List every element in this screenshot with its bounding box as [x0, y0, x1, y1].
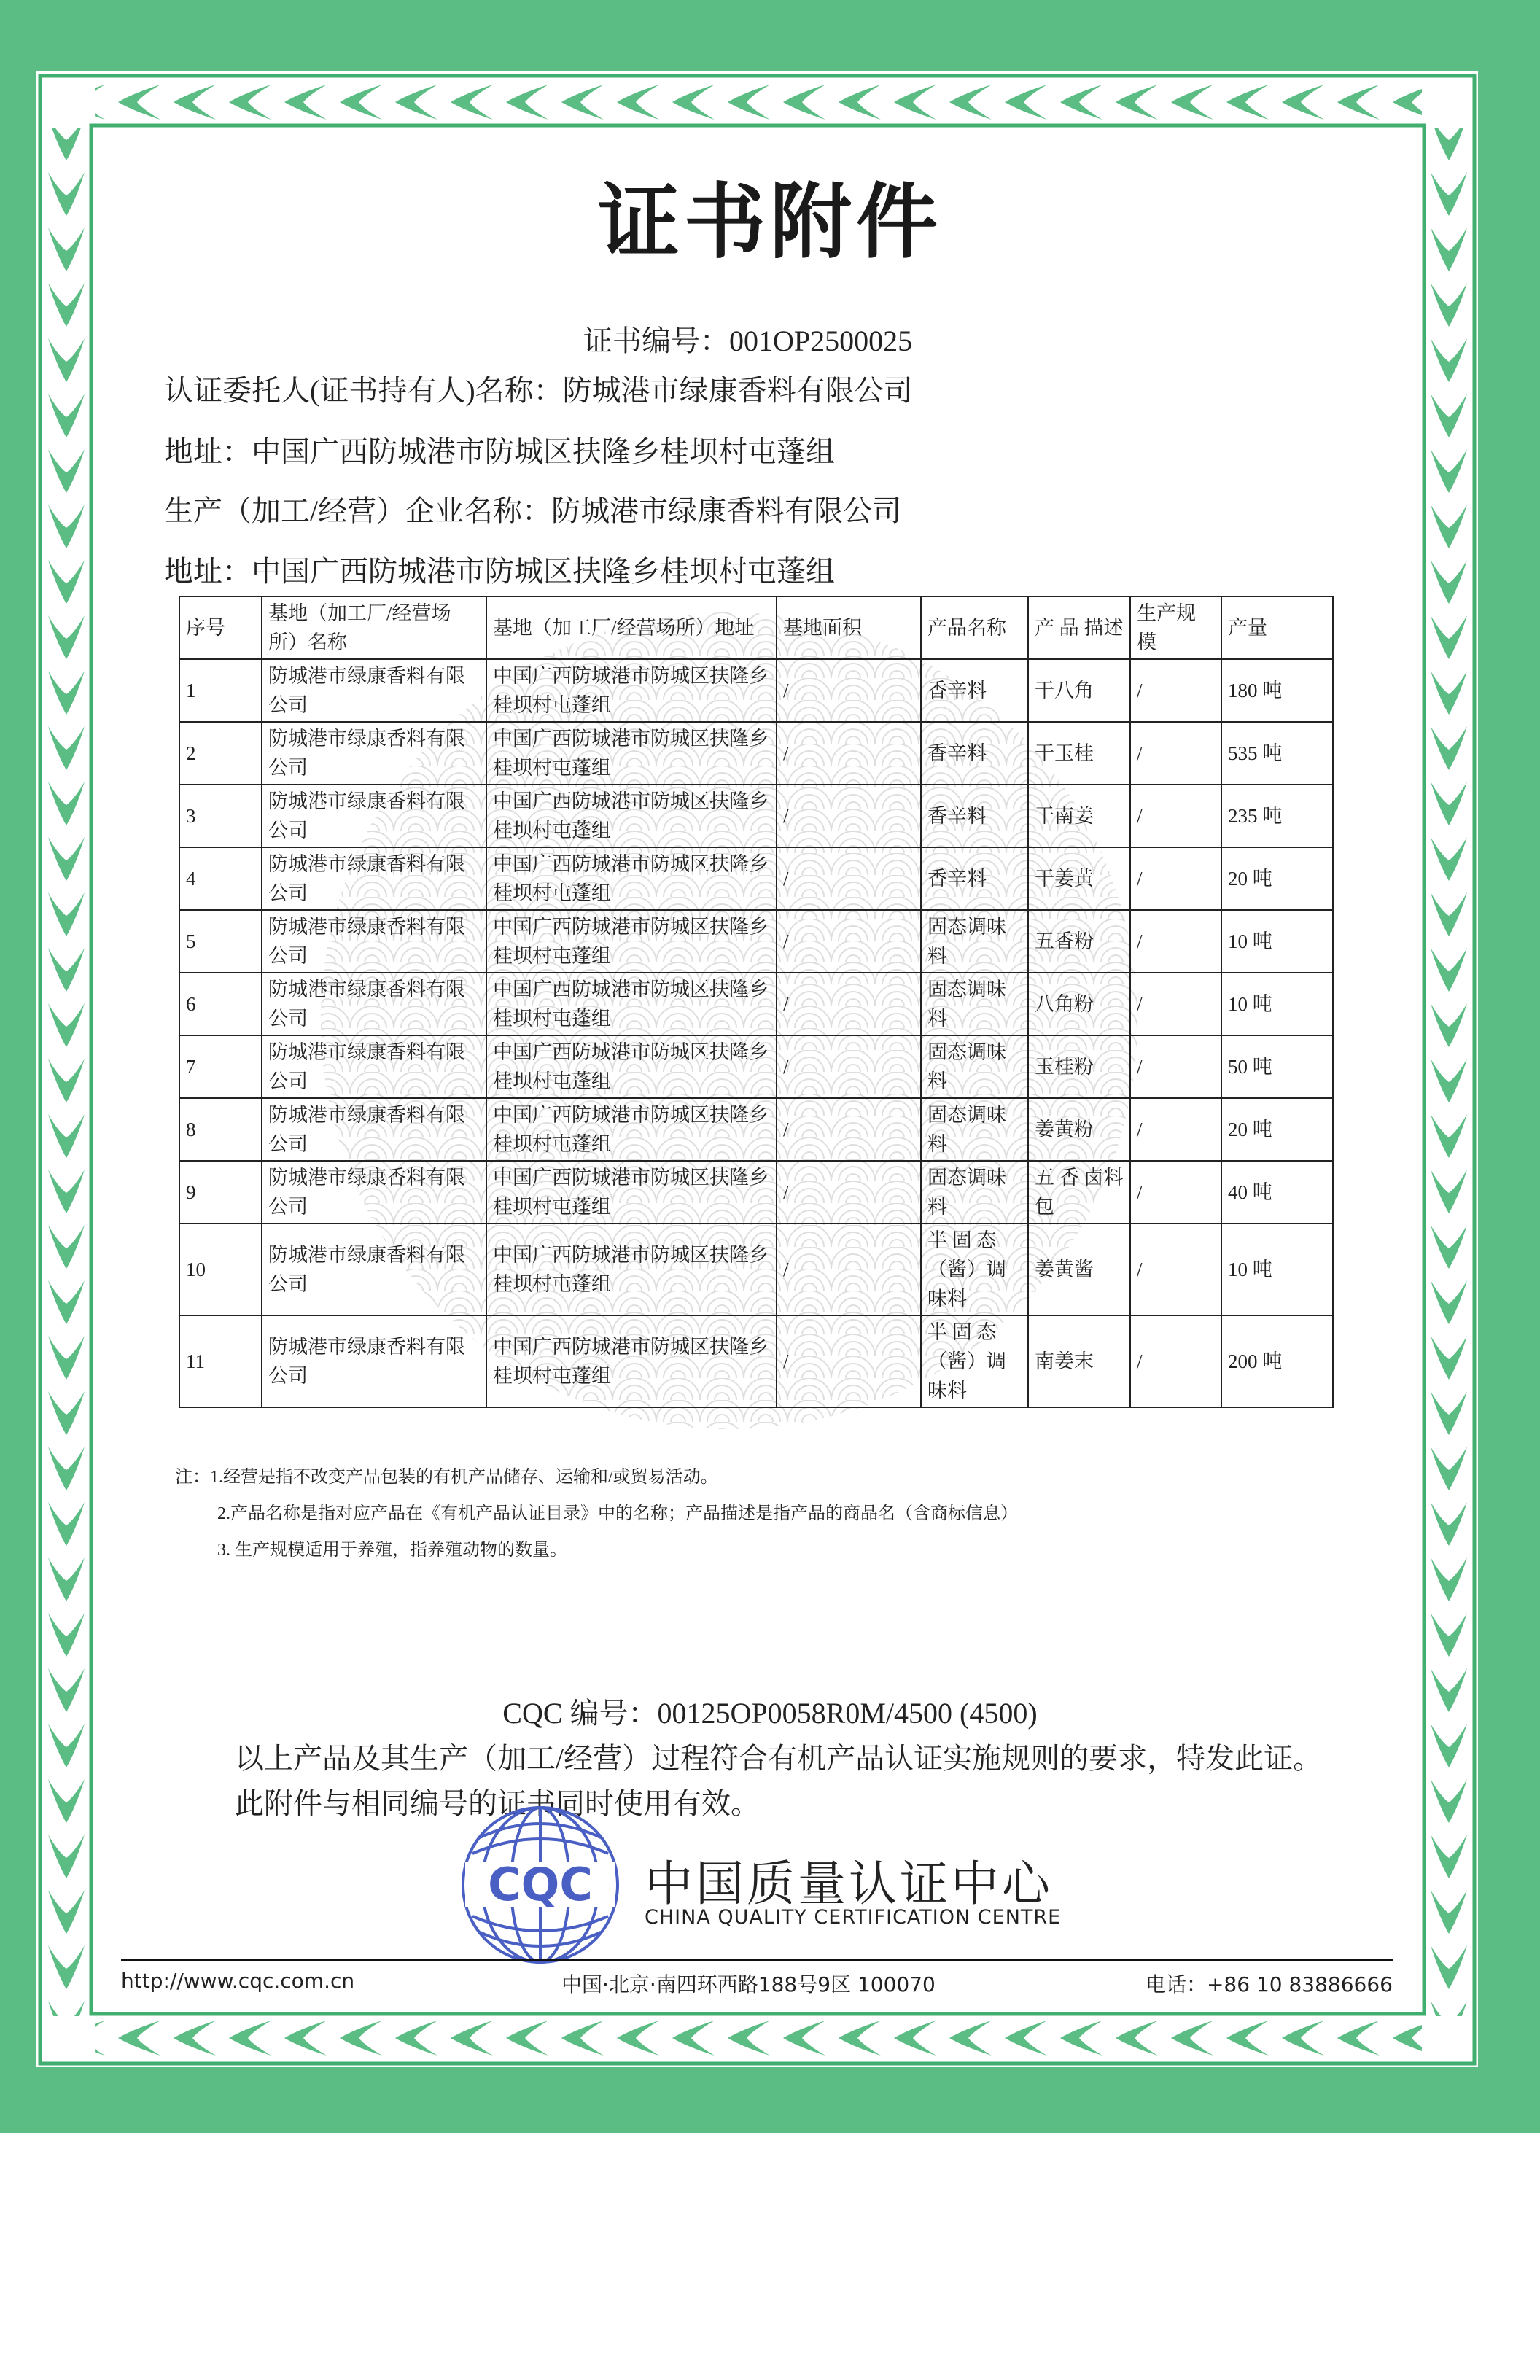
table-row: [179, 1224, 1333, 1315]
cell-product-desc: 南姜末: [1028, 1315, 1130, 1407]
table-row: [179, 1315, 1333, 1407]
cell-no: 4: [179, 847, 262, 910]
cqc-globe-logo: [458, 1802, 623, 1967]
cell-product-name: 固态调味料: [921, 910, 1028, 973]
cell-output: 50 吨: [1221, 1035, 1333, 1098]
cell-base-area: /: [777, 659, 921, 722]
cell-product-name: 固态调味料: [921, 1098, 1028, 1161]
cell-no: 6: [179, 973, 262, 1035]
footer-divider: [121, 1959, 1393, 1961]
applicant-name: 认证委托人(证书持有人)名称：防城港市绿康香料有限公司: [164, 374, 913, 407]
table-row: [179, 1161, 1333, 1224]
cell-output: 200 吨: [1221, 1315, 1333, 1407]
header-base-name: 基地（加工厂/经营场所）名称: [262, 596, 486, 659]
header-product-name: 产品名称: [921, 596, 1028, 659]
cell-product-desc: 干玉桂: [1028, 722, 1130, 785]
cell-base-name: 防城港市绿康香料有限公司: [262, 659, 486, 722]
table-row: [179, 659, 1333, 722]
cell-base-name: 防城港市绿康香料有限公司: [262, 1224, 486, 1315]
footer-phone: 电话：+86 10 83886666: [1145, 1972, 1393, 1996]
cell-base-address: 中国广西防城港市防城区扶隆乡桂坝村屯蓬组: [486, 847, 777, 910]
header-output: 产量: [1221, 596, 1333, 659]
cell-output: 40 吨: [1221, 1161, 1333, 1224]
cqc-number: CQC 编号：00125OP0058R0M/4500 (4500): [502, 1697, 1038, 1730]
cell-no: 8: [179, 1098, 262, 1161]
cell-product-name: 香辛料: [921, 785, 1028, 847]
cell-base-address: 中国广西防城港市防城区扶隆乡桂坝村屯蓬组: [486, 722, 777, 785]
cell-product-name: 固态调味料: [921, 973, 1028, 1035]
header-production-scale: 生产规模: [1130, 596, 1221, 659]
cell-output: 20 吨: [1221, 1098, 1333, 1161]
cell-product-desc: 干姜黄: [1028, 847, 1130, 910]
header-base-address: 基地（加工厂/经营场所）地址: [486, 596, 777, 659]
cell-base-name: 防城港市绿康香料有限公司: [262, 1161, 486, 1224]
table-row: [179, 910, 1333, 973]
table-body: [179, 659, 1333, 1407]
cell-product-desc: 五香粉: [1028, 910, 1130, 973]
cell-no: 9: [179, 1161, 262, 1224]
cell-product-name: 半 固 态（酱）调味料: [921, 1224, 1028, 1315]
cell-base-area: /: [777, 910, 921, 973]
cell-production-scale: /: [1130, 1098, 1221, 1161]
cell-base-address: 中国广西防城港市防城区扶隆乡桂坝村屯蓬组: [486, 659, 777, 722]
cell-production-scale: /: [1130, 722, 1221, 785]
cell-base-name: 防城港市绿康香料有限公司: [262, 722, 486, 785]
cell-product-desc: 玉桂粉: [1028, 1035, 1130, 1098]
cell-base-address: 中国广西防城港市防城区扶隆乡桂坝村屯蓬组: [486, 1035, 777, 1098]
producer-address: 地址：中国广西防城港市防城区扶隆乡桂坝村屯蓬组: [164, 555, 835, 588]
cell-product-desc: 姜黄酱: [1028, 1224, 1130, 1315]
cell-base-area: /: [777, 1315, 921, 1407]
note-1: 注：1.经营是指不改变产品包装的有机产品储存、运输和/或贸易活动。: [175, 1468, 718, 1487]
footer-website-link[interactable]: http://www.cqc.com.cn: [121, 1969, 355, 1993]
cell-production-scale: /: [1130, 1161, 1221, 1224]
cell-base-area: /: [777, 1035, 921, 1098]
cell-product-name: 香辛料: [921, 847, 1028, 910]
statement-conformity: 以上产品及其生产（加工/经营）过程符合有机产品认证实施规则的要求，特发此证。: [235, 1742, 1323, 1775]
header-base-area: 基地面积: [777, 596, 921, 659]
cell-base-address: 中国广西防城港市防城区扶隆乡桂坝村屯蓬组: [486, 973, 777, 1035]
cell-base-address: 中国广西防城港市防城区扶隆乡桂坝村屯蓬组: [486, 1224, 777, 1315]
cell-product-desc: 五 香 卤料包: [1028, 1161, 1130, 1224]
cell-production-scale: /: [1130, 659, 1221, 722]
cell-product-desc: 干南姜: [1028, 785, 1130, 847]
cell-no: 2: [179, 722, 262, 785]
header-product-desc: 产 品 描述: [1028, 596, 1130, 659]
cell-output: 535 吨: [1221, 722, 1333, 785]
cell-no: 10: [179, 1224, 262, 1315]
cell-production-scale: /: [1130, 785, 1221, 847]
cell-output: 10 吨: [1221, 973, 1333, 1035]
cell-production-scale: /: [1130, 1315, 1221, 1407]
cell-base-name: 防城港市绿康香料有限公司: [262, 910, 486, 973]
cell-production-scale: /: [1130, 847, 1221, 910]
cell-output: 10 吨: [1221, 1224, 1333, 1315]
cell-base-area: /: [777, 1098, 921, 1161]
table-row: [179, 1098, 1333, 1161]
table-header-row: [179, 596, 1333, 659]
cell-no: 5: [179, 910, 262, 973]
cell-base-address: 中国广西防城港市防城区扶隆乡桂坝村屯蓬组: [486, 1098, 777, 1161]
cell-base-area: /: [777, 1224, 921, 1315]
cell-base-name: 防城港市绿康香料有限公司: [262, 1315, 486, 1407]
cell-output: 20 吨: [1221, 847, 1333, 910]
table-row: [179, 722, 1333, 785]
header-no: 序号: [179, 596, 262, 659]
cell-base-address: 中国广西防城港市防城区扶隆乡桂坝村屯蓬组: [486, 1161, 777, 1224]
cell-product-desc: 八角粉: [1028, 973, 1130, 1035]
cell-base-name: 防城港市绿康香料有限公司: [262, 847, 486, 910]
cell-product-desc: 姜黄粉: [1028, 1098, 1130, 1161]
footer-address: 中国·北京·南四环西路188号9区 100070: [561, 1972, 936, 1996]
page-title: 证书附件: [598, 178, 942, 268]
cell-base-area: /: [777, 785, 921, 847]
logo-name-en: CHINA QUALITY CERTIFICATION CENTRE: [645, 1906, 1062, 1929]
cell-base-area: /: [777, 1161, 921, 1224]
cell-base-area: /: [777, 722, 921, 785]
cell-output: 10 吨: [1221, 910, 1333, 973]
cell-no: 11: [179, 1315, 262, 1407]
logo-name-cn: 中国质量认证中心: [645, 1856, 1053, 1912]
cell-production-scale: /: [1130, 973, 1221, 1035]
statement-validity: 此附件与相同编号的证书同时使用有效。: [235, 1787, 760, 1820]
cell-no: 7: [179, 1035, 262, 1098]
cell-output: 235 吨: [1221, 785, 1333, 847]
note-3: 3. 生产规模适用于养殖，指养殖动物的数量。: [217, 1541, 567, 1560]
cell-base-area: /: [777, 847, 921, 910]
cell-no: 1: [179, 659, 262, 722]
cell-product-name: 固态调味料: [921, 1035, 1028, 1098]
cell-production-scale: /: [1130, 1035, 1221, 1098]
cell-no: 3: [179, 785, 262, 847]
table-row: [179, 1035, 1333, 1098]
cell-product-name: 固态调味料: [921, 1161, 1028, 1224]
applicant-address: 地址：中国广西防城港市防城区扶隆乡桂坝村屯蓬组: [164, 435, 835, 468]
table-row: [179, 847, 1333, 910]
cell-base-address: 中国广西防城港市防城区扶隆乡桂坝村屯蓬组: [486, 1315, 777, 1407]
logo-mark-text: CQC: [488, 1858, 593, 1911]
cell-base-area: /: [777, 973, 921, 1035]
note-2: 2.产品名称是指对应产品在《有机产品认证目录》中的名称；产品描述是指产品的商品名（含商标信息）: [217, 1504, 1018, 1523]
cell-base-name: 防城港市绿康香料有限公司: [262, 785, 486, 847]
producer-name: 生产（加工/经营）企业名称：防城港市绿康香料有限公司: [164, 494, 902, 527]
cell-product-name: 香辛料: [921, 722, 1028, 785]
cell-product-name: 香辛料: [921, 659, 1028, 722]
cell-production-scale: /: [1130, 1224, 1221, 1315]
certificate-number: 证书编号：001OP2500025: [583, 324, 913, 357]
products-table: [179, 596, 1334, 1408]
cell-base-address: 中国广西防城港市防城区扶隆乡桂坝村屯蓬组: [486, 910, 777, 973]
cell-production-scale: /: [1130, 910, 1221, 973]
cell-product-desc: 干八角: [1028, 659, 1130, 722]
cell-base-name: 防城港市绿康香料有限公司: [262, 1035, 486, 1098]
cell-product-name: 半 固 态（酱）调味料: [921, 1315, 1028, 1407]
table-row: [179, 973, 1333, 1035]
cell-output: 180 吨: [1221, 659, 1333, 722]
cell-base-name: 防城港市绿康香料有限公司: [262, 973, 486, 1035]
cell-base-name: 防城港市绿康香料有限公司: [262, 1098, 486, 1161]
cell-base-address: 中国广西防城港市防城区扶隆乡桂坝村屯蓬组: [486, 785, 777, 847]
table-row: [179, 785, 1333, 847]
